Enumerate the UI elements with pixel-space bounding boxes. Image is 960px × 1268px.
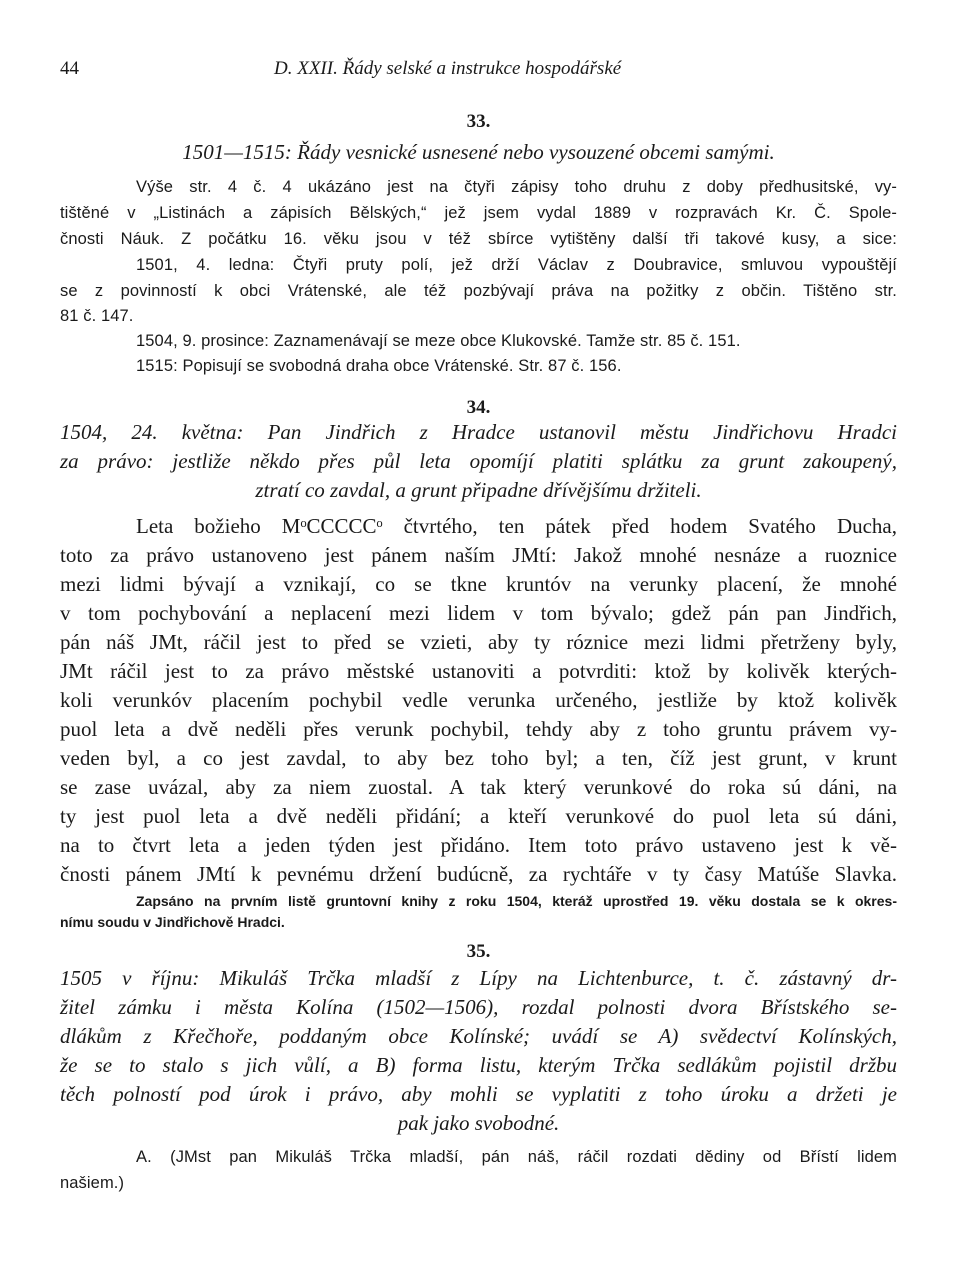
footnote-line: Zapsáno na prvním listě gruntovní knihy z roku 1504, kteráž uprostřed 19. věku dostala se k okres- — [136, 893, 897, 909]
section-number: 35. — [466, 941, 491, 962]
section-heading-line: že se to stalo s jich vůlí, a B) forma listu, kterým Trčka sedlákům pojistil držbu — [60, 1053, 897, 1077]
body-line: puol leta a dvě neděli přes verunk pochybil, tehdy aby z toho gruntu právem vy- — [60, 717, 897, 741]
section-heading-line: 1504, 24. května: Pan Jindřich z Hradce ustanovil městu Jindřichovu Hradci — [60, 420, 897, 444]
intro-line: 1515: Popisují se svobodná draha obce Vrátenské. Str. 87 č. 156. — [136, 357, 622, 375]
section-heading-line: dlákům z Křečhoře, poddaným obce Kolínské; uvádí se A) svědectví Kolínských, — [60, 1024, 897, 1048]
intro-line: čnosti Náuk. Z počátku 16. věku jsou v též sbírce vytištěny další tři takové kusy, a sice: — [60, 230, 897, 248]
page-number: 44 — [60, 58, 79, 79]
body-line: toto za právo ustanoveno jest pánem naším JMtí: Jakož mnohé nesnáze a ruoznice — [60, 543, 897, 567]
intro-line: tištěné v „Listinách a zápisích Bělských,“ jež jsem vydal 1889 v rozpravách Kr. Č. Spole- — [60, 204, 897, 222]
body-line: na to čtvrt leta a jeden týden jest přidáno. Item toto právo ustaveno jest k vě- — [60, 833, 897, 857]
body-line: našiem.) — [60, 1174, 125, 1192]
body-line: v tom pochybování a neplacení mezi lidem v tom bývalo; gdež pán pan Jindřich, — [60, 601, 897, 625]
section-heading-line: 1505 v říjnu: Mikuláš Trčka mladší z Lípy na Lichtenburce, t. č. zástavný dr- — [60, 966, 897, 990]
body-line: mezi lidmi bývají a vznikají, co se tkne kruntóv na verunky placení, že mnohé — [60, 572, 897, 596]
section-heading-line: pak jako svobodné. — [397, 1111, 560, 1135]
intro-line: Výše str. 4 č. 4 ukázáno jest na čtyři zápisy toho druhu z doby předhusitské, vy- — [136, 178, 897, 196]
section-heading-line: za právo: jestliže někdo přes půl leta opomíjí platiti splátku za grunt zakoupený, — [60, 449, 897, 473]
body-line: ty jest puol leta a dvě neděli přidání; a kteří verunkové do puol leta sú dáni, — [60, 804, 897, 828]
body-line: se zase uvázal, aby za niem zuostal. A tak který verunkové do roka sú dáni, na — [60, 775, 897, 799]
intro-line: 1501, 4. ledna: Čtyři pruty polí, jež drží Václav z Doubravice, smluvou vypouštějí — [136, 256, 897, 274]
section-heading-line: těch polností pod úrok i právo, aby mohli se vyplatiti z toho úroku a držeti je — [60, 1082, 897, 1106]
section-heading-line: 1501—1515: Řády vesnické usnesené nebo vysouzené obcemi samými. — [182, 140, 775, 164]
body-line: A. (JMst pan Mikuláš Trčka mladší, pán náš, ráčil rozdati dědiny od Břístí lidem — [136, 1148, 897, 1166]
section-heading-line: žitel zámku i města Kolína (1502—1506), rozdal polnosti dvora Břístského se- — [60, 995, 897, 1019]
footnote-line: nímu soudu v Jindřichově Hradci. — [60, 914, 285, 930]
intro-line: 1504, 9. prosince: Zaznamenávají se meze obce Klukovské. Tamže str. 85 č. 151. — [136, 332, 741, 350]
section-number: 34. — [466, 397, 491, 418]
section-number: 33. — [466, 111, 491, 132]
body-line: JMt ráčil jest to za právo městské ustanoviti a potvrditi: ktož by kolivěk kterých- — [60, 659, 897, 683]
body-line: čnosti pánem JMtí k pevnému držení budúcně, za rychtáře v ty časy Matúše Slavka. — [60, 862, 897, 886]
body-line: veden byl, a co jest zavdal, to aby bez toho byl; a ten, číž jest grunt, v krunt — [60, 746, 897, 770]
section-heading-line: ztratí co zavdal, a grunt připadne dřívějšímu držiteli. — [255, 478, 702, 502]
intro-line: se z povinností k obci Vrátenské, ale též pozbývají práva na požitky z občin. Tištěno str. — [60, 282, 897, 300]
running-title: D. XXII. Řády selské a instrukce hospodářské — [274, 58, 622, 79]
body-line: pán náš JMt, ráčil jest to před se vzieti, aby ty róznice mezi lidmi přetrženy byly, — [60, 630, 897, 654]
running-head — [60, 58, 897, 86]
body-line: koli verunkóv placením pochybil vedle verunka určeného, jestliže by ktož kolivěk — [60, 688, 897, 712]
intro-line: 81 č. 147. — [60, 307, 134, 325]
body-line: Leta božieho MᵒCCCCCᵒ čtvrtého, ten pátek před hodem Svatého Ducha, — [136, 514, 897, 538]
